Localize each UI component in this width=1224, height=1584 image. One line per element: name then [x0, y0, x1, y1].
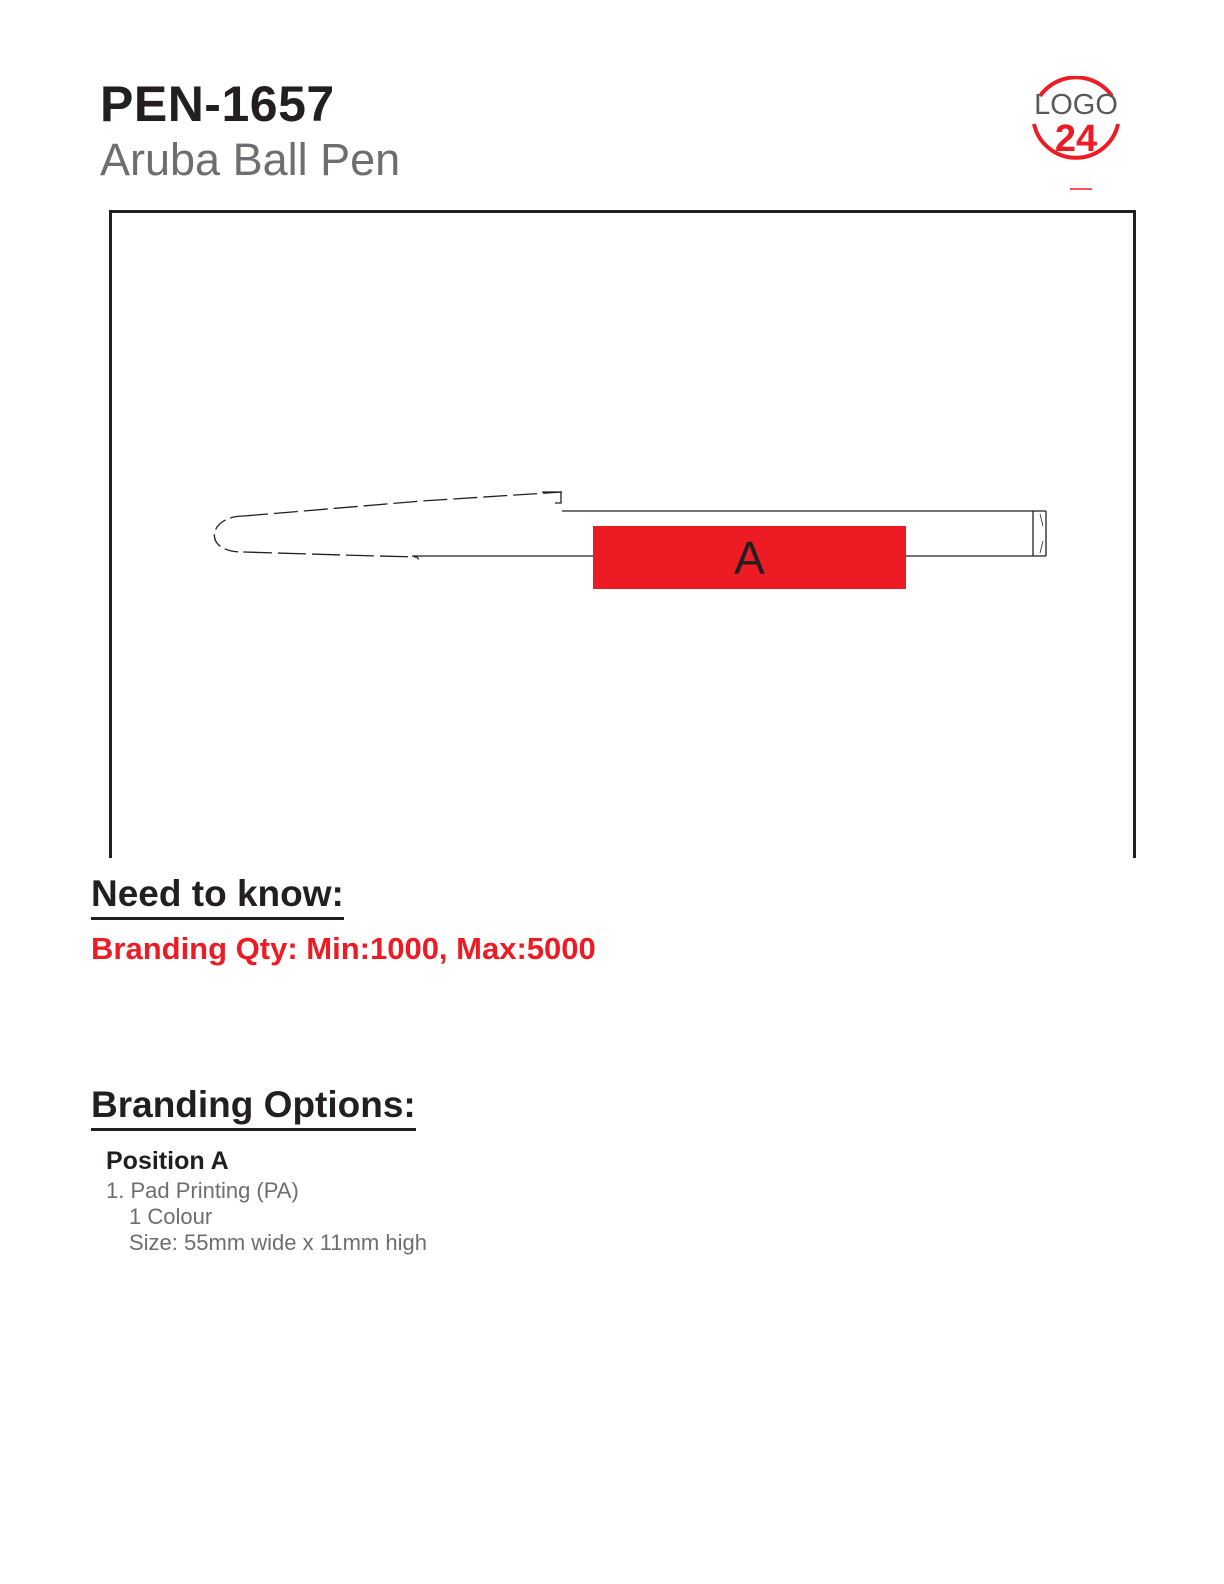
logo-top-text: LOGO: [1034, 89, 1118, 121]
logo24-logo: [1026, 76, 1126, 196]
product-code: PEN-1657: [100, 76, 335, 132]
position-a-colours: 1 Colour: [129, 1204, 213, 1229]
logo24-icon: [1026, 76, 1126, 196]
need-to-know-heading: Need to know:: [91, 873, 344, 920]
position-a-size: Size: 55mm wide x 11mm high: [129, 1230, 427, 1255]
product-name: Aruba Ball Pen: [100, 134, 401, 185]
position-a-heading: Position A: [106, 1147, 229, 1175]
branding-position-a: [593, 526, 906, 589]
logo-number: 24: [1054, 118, 1098, 160]
pen-drawing-frame: [109, 210, 1136, 858]
branding-options-heading: Branding Options:: [91, 1084, 416, 1131]
position-a-method: 1. Pad Printing (PA): [106, 1178, 299, 1203]
branding-qty: Branding Qty: Min:1000, Max:5000: [91, 931, 596, 966]
position-a-label: A: [734, 531, 765, 584]
